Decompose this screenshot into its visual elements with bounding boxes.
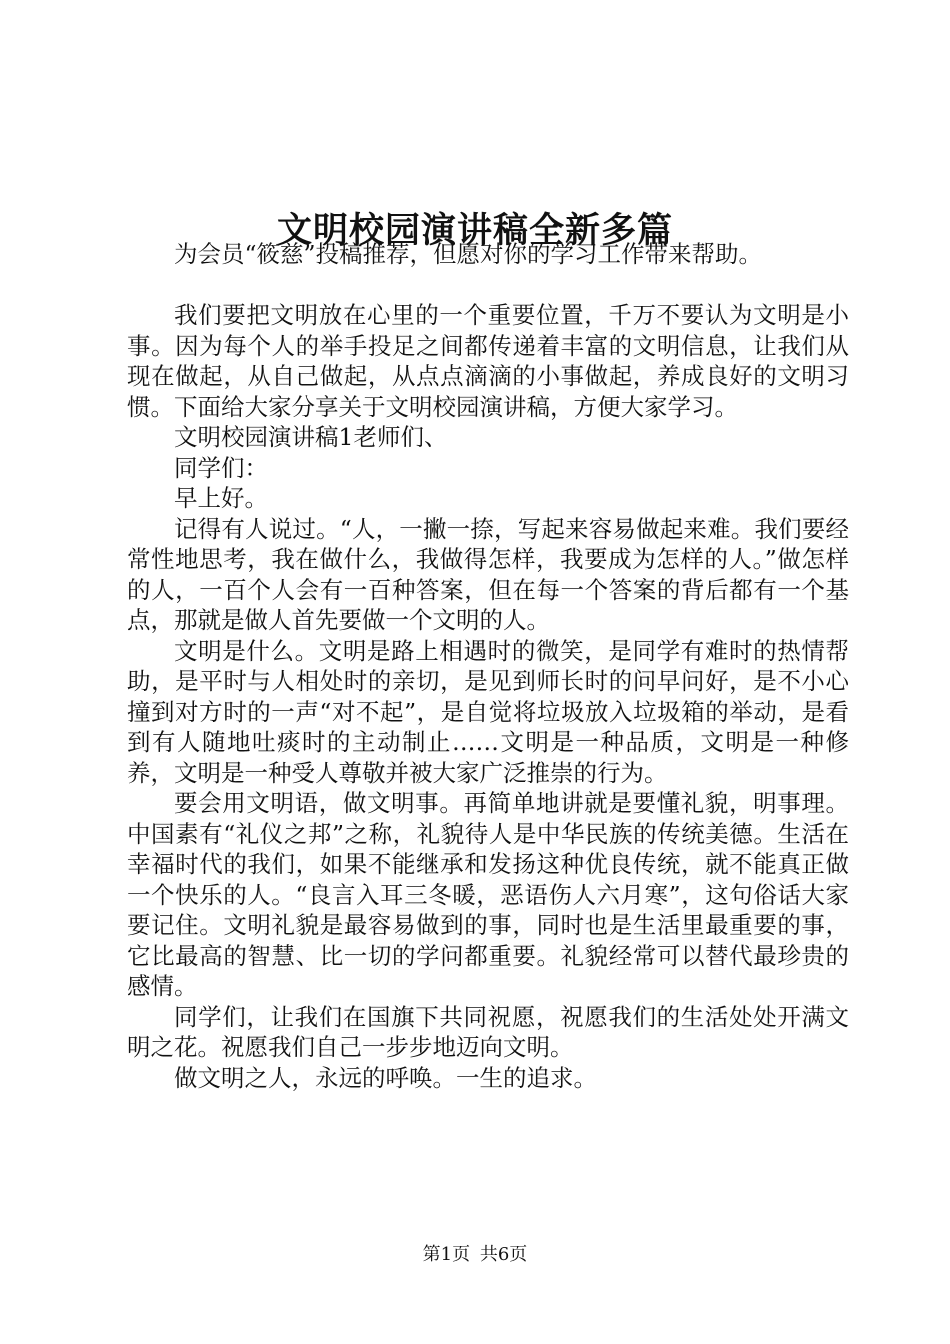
paragraph-intro: 我们要把文明放在心里的一个重要位置，千万不要认为文明是小事。因为每个人的举手投足之间都传递着丰富的文明信息，让我们从现在做起，从自己做起，从点点滴滴的小事做起，养成良好的文明习惯。下面给大家分享关于文明校园演讲稿，方便大家学习。: [127, 301, 849, 421]
contributor-notice: 为会员“筱慈”投稿推荐，但愿对你的学习工作带来帮助。: [174, 240, 763, 268]
page-number: 第1页: [422, 1244, 471, 1265]
paragraph-body-3: 要会用文明语，做文明事。再简单地讲就是要懂礼貌，明事理。中国素有“礼仪之邦”之称，礼貌待人是中华民族的传统美德。生活在幸福时代的我们，如果不能继承和发扬这种优良传统，就不能真正做一个快乐的人。“良言入耳三冬暖，恶语伤人六月寒”，这句俗话大家要记住。文明礼貌是最容易做到的事，同时也是生活里最重要的事，它比最高的智慧、比一切的学问都重要。礼貌经常可以替代最珍贵的感情。: [127, 789, 849, 1000]
paragraph-greeting: 早上好。: [174, 484, 268, 512]
page-total: 共6页: [479, 1244, 528, 1265]
page-footer: [0, 1243, 950, 1267]
paragraph-body-4: 同学们，让我们在国旗下共同祝愿，祝愿我们的生活处处开满文明之花。祝愿我们自己一步步地迈向文明。: [127, 1002, 849, 1061]
document-body: [127, 239, 849, 1093]
paragraph-salutation: 同学们：: [174, 453, 268, 482]
paragraph-body-2: 文明是什么。文明是路上相遇时的微笑，是同学有难时的热情帮助，是平时与人相处时的亲切，是见到师长时的问早问好，是不小心撞到对方时的一声“对不起”，是自觉将垃圾放入垃圾箱的举动，是看到有人随地吐痰时的主动制止……文明是一种品质，文明是一种修养，文明是一种受人尊敬并被大家广泛推崇的行为。: [127, 636, 849, 787]
document-title: 文明校园演讲稿全新多篇: [276, 210, 673, 252]
paragraph-closing: 做文明之人，永远的呼唤。一生的追求。: [174, 1063, 597, 1092]
paragraph-body-1: 记得有人说过。“人，一撇一捺，写起来容易做起来难。我们要经常性地思考，我在做什么，我做得怎样，我要成为怎样的人。”做怎样的人，一百个人会有一百种答案，但在每一个答案的背后都有一个基点，那就是做人首先要做一个文明的人。: [127, 514, 849, 634]
paragraph-speech-heading: 文明校园演讲稿1老师们、: [174, 423, 448, 451]
